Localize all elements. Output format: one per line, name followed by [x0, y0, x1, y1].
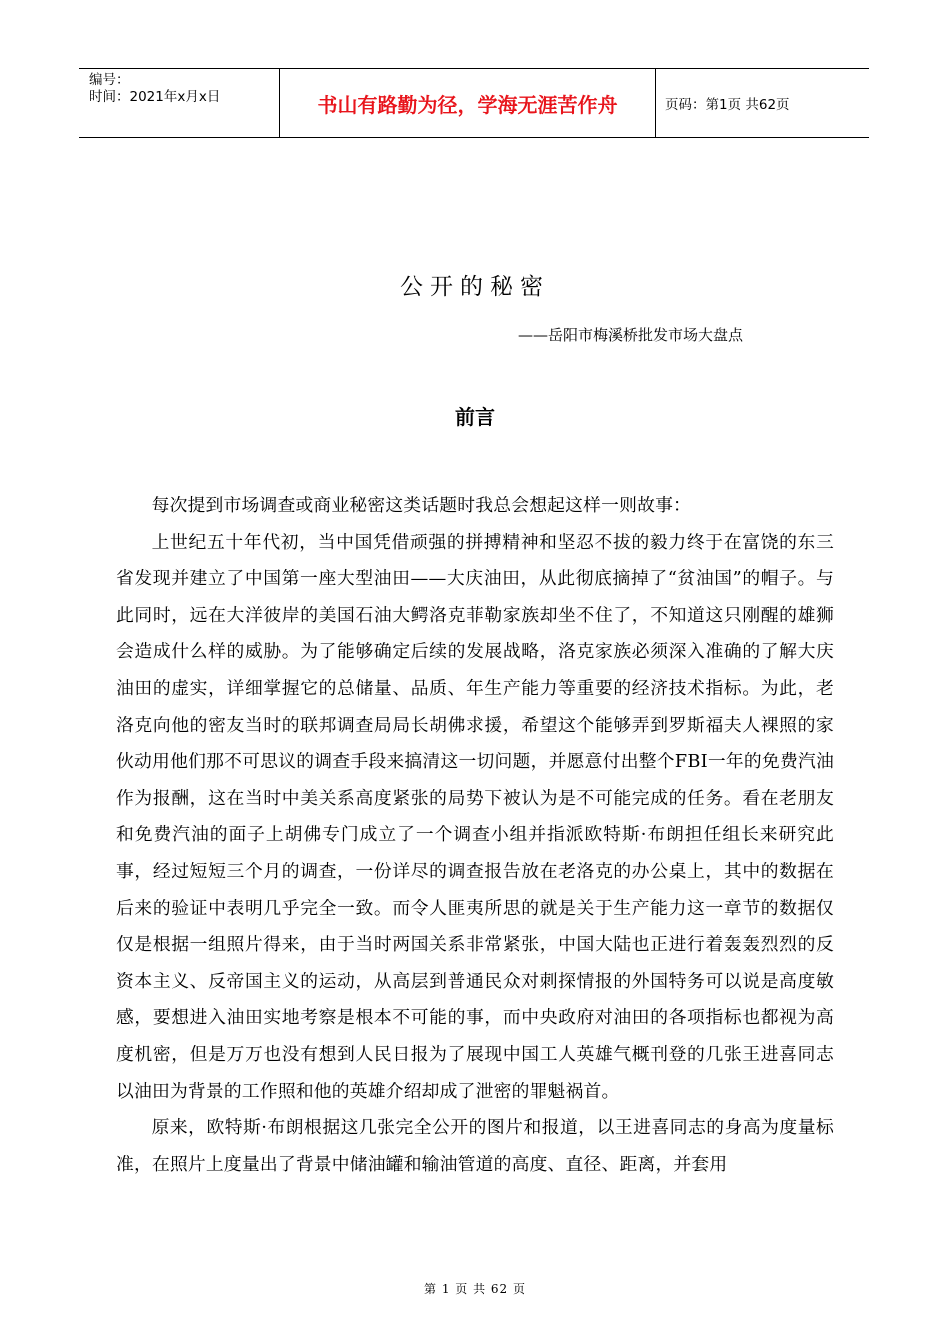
section-heading: 前言 — [455, 405, 495, 429]
header-meta-cell — [79, 69, 280, 137]
header-page-info: 页码：第1页 共62页 — [665, 97, 790, 113]
document-number-label: 编号： — [89, 72, 130, 88]
paragraph: 上世纪五十年代初，当中国凭借顽强的拼搏精神和坚忍不拔的毅力终于在富饶的东三省发现并建立了中国第一座大型油田——大庆油田，从此彻底摘掉了“贫油国”的帽子。与此同时，远在大洋彼岸的美国石油大鳄洛克菲勒家族却坐不住了，不知道这只刚醒的雄狮会造成什么样的威胁。为了能够确定后续的发展战略，洛克家族必须深入准确的了解大庆油田的虚实，详细掌握它的总储量、品质、年生产能力等重要的经济技术指标。为此，老洛克向他的密友当时的联邦调查局局长胡佛求援，希望这个能够弄到罗斯福夫人裸照的家伙动用他们那不可思议的调查手段来搞清这一切问题，并愿意付出整个FBI一年的免费汽油作为报酬，这在当时中美关系高度紧张的局势下被认为是不可能完成的任务。看在老朋友和免费汽油的面子上胡佛专门成立了一个调查小组并指派欧特斯·布朗担任组长来研究此事，经过短短三个月的调查，一份详尽的调查报告放在老洛克的办公桌上，其中的数据在后来的验证中表明几乎完全一致。而令人匪夷所思的就是关于生产能力这一章节的数据仅仅是根据一组照片得来，由于当时两国关系非常紧张，中国大陆也正进行着轰轰烈烈的反资本主义、反帝国主义的运动，从高层到普通民众对刺探情报的外国特务可以说是高度敏感，要想进入油田实地考察是根本不可能的事，而中央政府对油田的各项指标也都视为高度机密，但是万万也没有想到人民日报为了展现中国工人英雄气概刊登的几张王进喜同志以油田为背景的工作照和他的英雄介绍却成了泄密的罪魁祸首。 — [116, 531, 834, 1102]
document-date-label: 时间：2021年x月x日 — [89, 89, 221, 105]
paragraph: 原来，欧特斯·布朗根据这几张完全公开的图片和报道，以王进喜同志的身高为度量标准，在照片上度量出了背景中储油罐和输油管道的高度、直径、距离，并套用 — [116, 1117, 834, 1175]
body-text — [116, 488, 834, 1183]
page-footer: 第 1 页 共 62 页 — [424, 1282, 526, 1296]
header-table — [79, 68, 869, 138]
document-title: 公开的秘密 — [400, 274, 550, 300]
document-subtitle: ——岳阳市梅溪桥批发市场大盘点 — [517, 326, 743, 344]
paragraph: 每次提到市场调查或商业秘密这类话题时我总会想起这样一则故事： — [151, 495, 692, 516]
header-motto: 书山有路勤为径，学海无涯苦作舟 — [280, 69, 656, 137]
